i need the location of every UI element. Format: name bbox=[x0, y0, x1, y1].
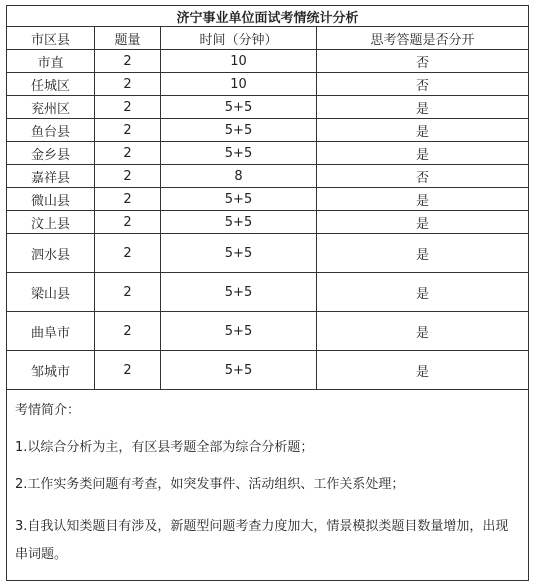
cell-separate: 是 bbox=[317, 211, 529, 234]
cell-time: 5+5 bbox=[161, 234, 317, 273]
cell-district: 鱼台县 bbox=[7, 119, 95, 142]
interview-stats-table bbox=[6, 5, 529, 581]
table-title: 济宁事业单位面试考情统计分析 bbox=[7, 6, 529, 27]
table-row bbox=[7, 351, 529, 390]
cell-separate: 否 bbox=[317, 73, 529, 96]
cell-separate: 是 bbox=[317, 188, 529, 211]
cell-count: 2 bbox=[95, 165, 161, 188]
table-row bbox=[7, 312, 529, 351]
table-row bbox=[7, 273, 529, 312]
cell-count: 2 bbox=[95, 211, 161, 234]
notes-heading: 考情简介： bbox=[15, 403, 81, 418]
table-row bbox=[7, 188, 529, 211]
note-item-3: 3.自我认知类题目有涉及，新题型问题考查力度加大，情景模拟类题目数量增加，出现串词题。 bbox=[15, 519, 509, 562]
cell-count: 2 bbox=[95, 273, 161, 312]
cell-time: 5+5 bbox=[161, 273, 317, 312]
cell-time: 5+5 bbox=[161, 96, 317, 119]
header-row bbox=[7, 27, 529, 50]
table-row bbox=[7, 211, 529, 234]
cell-time: 8 bbox=[161, 165, 317, 188]
cell-time: 10 bbox=[161, 73, 317, 96]
cell-time: 5+5 bbox=[161, 119, 317, 142]
column-header-district: 市区县 bbox=[7, 27, 95, 50]
cell-count: 2 bbox=[95, 351, 161, 390]
cell-separate: 是 bbox=[317, 119, 529, 142]
cell-count: 2 bbox=[95, 73, 161, 96]
column-header-time: 时间（分钟） bbox=[161, 27, 317, 50]
note-item-2: 2.工作实务类问题有考查，如突发事件、活动组织、工作关系处理； bbox=[15, 477, 405, 492]
cell-count: 2 bbox=[95, 119, 161, 142]
table-row bbox=[7, 165, 529, 188]
column-header-separate: 思考答题是否分开 bbox=[317, 27, 529, 50]
cell-district: 曲阜市 bbox=[7, 312, 95, 351]
cell-district: 兖州区 bbox=[7, 96, 95, 119]
column-header-count: 题量 bbox=[95, 27, 161, 50]
cell-separate: 是 bbox=[317, 96, 529, 119]
table-row bbox=[7, 119, 529, 142]
notes-cell bbox=[7, 390, 529, 581]
cell-time: 5+5 bbox=[161, 351, 317, 390]
cell-time: 5+5 bbox=[161, 142, 317, 165]
cell-district: 市直 bbox=[7, 50, 95, 73]
cell-time: 5+5 bbox=[161, 312, 317, 351]
table-row bbox=[7, 142, 529, 165]
cell-district: 微山县 bbox=[7, 188, 95, 211]
cell-count: 2 bbox=[95, 234, 161, 273]
cell-district: 梁山县 bbox=[7, 273, 95, 312]
cell-separate: 是 bbox=[317, 273, 529, 312]
cell-count: 2 bbox=[95, 50, 161, 73]
cell-district: 任城区 bbox=[7, 73, 95, 96]
table-row bbox=[7, 96, 529, 119]
cell-separate: 是 bbox=[317, 351, 529, 390]
cell-separate: 否 bbox=[317, 165, 529, 188]
cell-count: 2 bbox=[95, 142, 161, 165]
cell-separate: 是 bbox=[317, 312, 529, 351]
table-row bbox=[7, 50, 529, 73]
cell-district: 汶上县 bbox=[7, 211, 95, 234]
cell-time: 5+5 bbox=[161, 188, 317, 211]
cell-district: 邹城市 bbox=[7, 351, 95, 390]
note-item-1: 1.以综合分析为主，有区县考题全部为综合分析题； bbox=[15, 440, 314, 455]
cell-time: 10 bbox=[161, 50, 317, 73]
cell-count: 2 bbox=[95, 188, 161, 211]
notes-row bbox=[7, 390, 529, 581]
cell-count: 2 bbox=[95, 312, 161, 351]
cell-separate: 是 bbox=[317, 142, 529, 165]
cell-count: 2 bbox=[95, 96, 161, 119]
cell-separate: 是 bbox=[317, 234, 529, 273]
cell-time: 5+5 bbox=[161, 211, 317, 234]
table-row bbox=[7, 73, 529, 96]
cell-district: 嘉祥县 bbox=[7, 165, 95, 188]
cell-district: 金乡县 bbox=[7, 142, 95, 165]
cell-district: 泗水县 bbox=[7, 234, 95, 273]
table-row bbox=[7, 234, 529, 273]
cell-separate: 否 bbox=[317, 50, 529, 73]
